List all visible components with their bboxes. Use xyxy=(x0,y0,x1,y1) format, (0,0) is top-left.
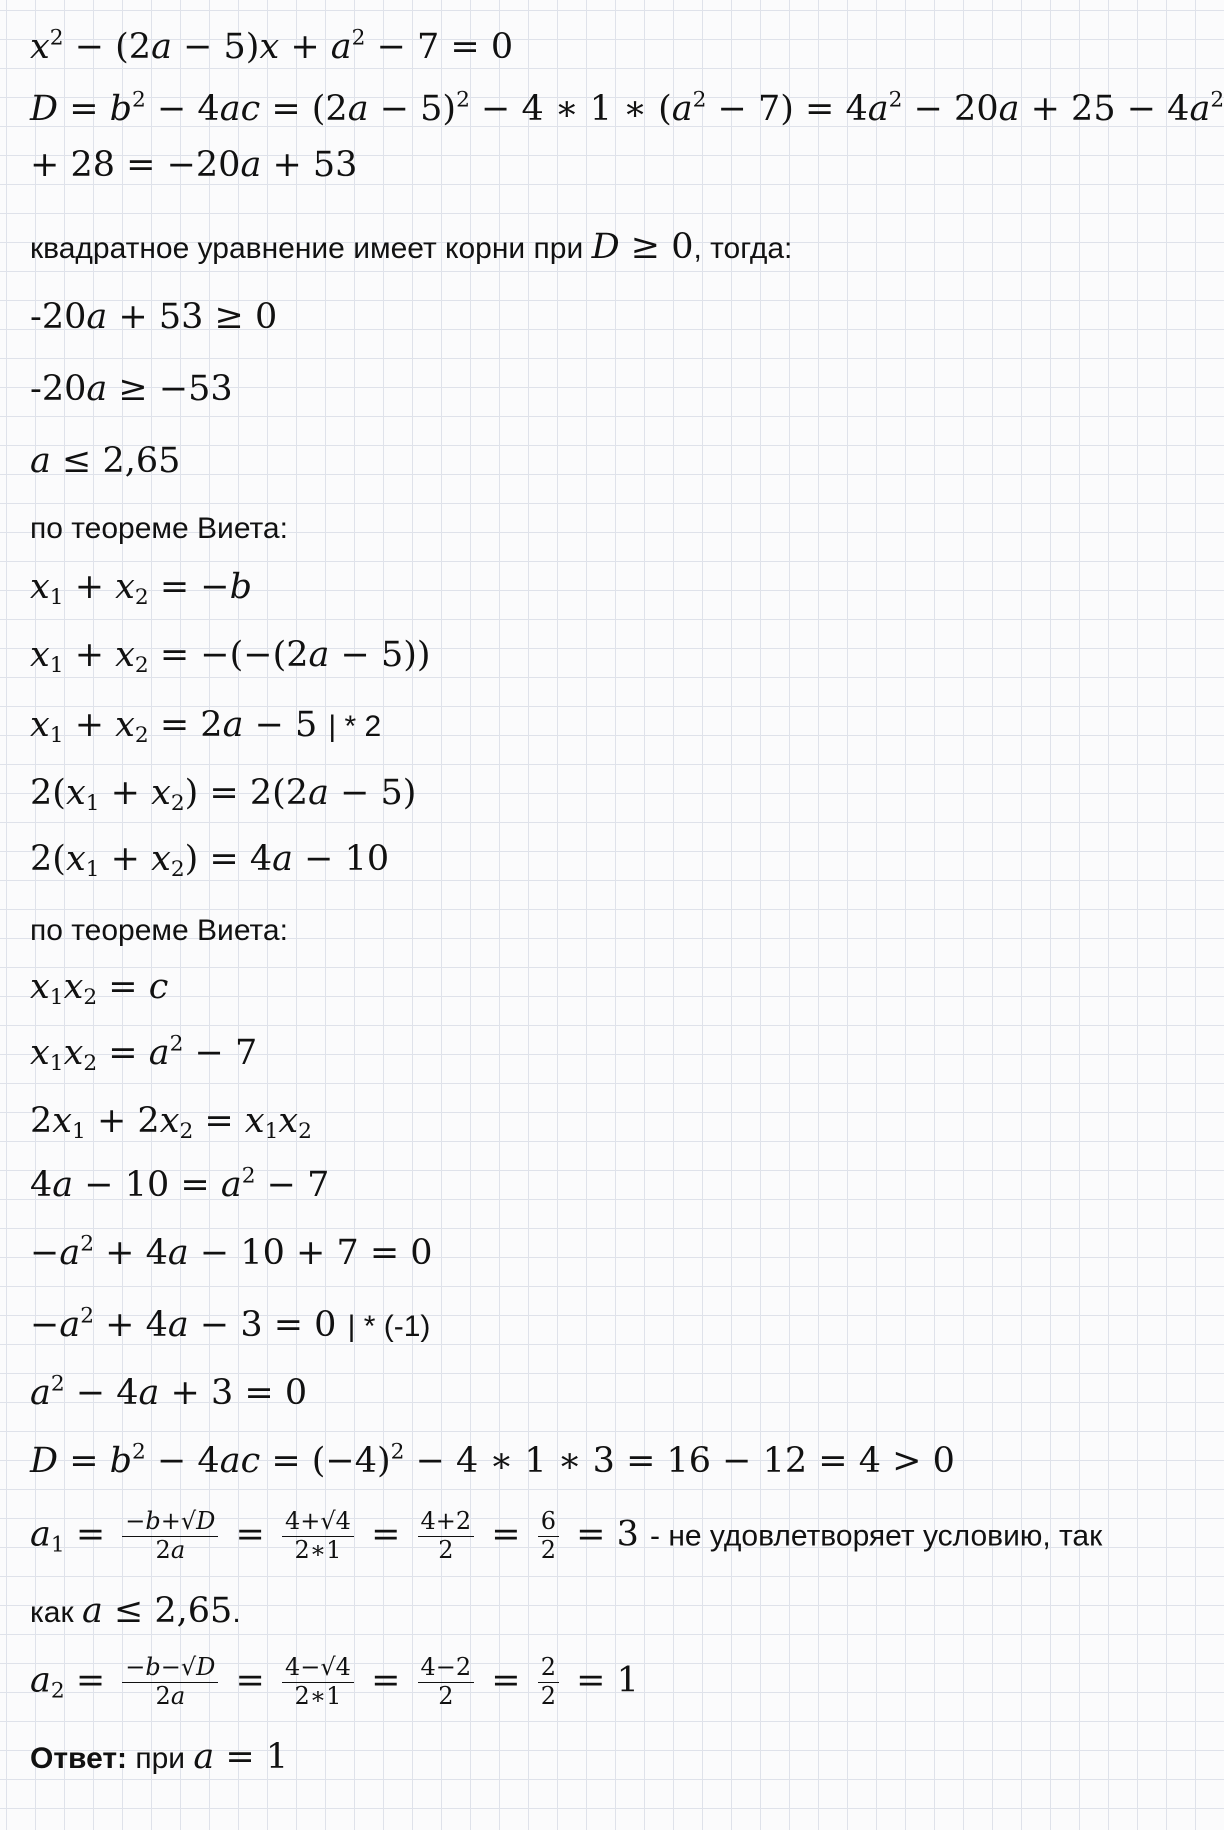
answer-line: Ответ: при a = 1 xyxy=(30,1737,289,1777)
fraction: $\frac{2}{2}$ xyxy=(538,1654,559,1710)
solution-line-18: $4a - 10 = a^2 - 7$ xyxy=(30,1163,330,1205)
solution-line-20: $-a^2 + 4a - 3 = 0$ | * (-1) xyxy=(30,1303,431,1345)
solution-line-22: $D = b^2 - 4ac = (-4)^2 - 4$ ∗ 1 ∗ 3 = 16 − 12 = 4 > 0 xyxy=(30,1439,955,1481)
fraction: $\frac{-b+√D}{2a}$ xyxy=(122,1508,218,1564)
fraction: $\frac{4+2}{2}$ xyxy=(418,1508,475,1564)
solution-line-15: $x_1x_2 = c$ xyxy=(30,967,169,1011)
solution-line-11: $x_1 + x_2 = 2a - 5$ | * 2 xyxy=(30,705,382,749)
fraction: $\frac{4+√4}{2∗1}$ xyxy=(282,1508,354,1564)
solution-line-5: -20a + 53 ≥ 0 xyxy=(30,297,278,337)
solution-line-2: $D = b^2 - 4ac = (2a - 5)^2 - 4$ ∗ 1 ∗ $(a^2 - 7) = 4a^2 - 20a + 25 - 4a^2$ xyxy=(30,87,1224,129)
solution-line-12: $2(x_1 + x_2) = 2(2a - 5)$ xyxy=(30,773,417,817)
solution-line-10: $x_1 + x_2 = -(-(2a - 5))$ xyxy=(30,635,431,679)
solution-line-4: квадратное уравнение имеет корни при D ≥ 0, тогда: xyxy=(30,227,793,267)
fraction: $\frac{-b-√D}{2a}$ xyxy=(122,1654,218,1710)
solution-line-16: $x_1x_2 = a^2 - 7$ xyxy=(30,1031,258,1077)
solution-line-21: $a^2 - 4a + 3 = 0$ xyxy=(30,1371,308,1413)
solution-line-3: + 28 = −20a + 53 xyxy=(30,145,358,185)
fraction: $\frac{4-√4}{2∗1}$ xyxy=(282,1654,354,1710)
solution-line-17: $2x_1 + 2x_2 = x_1x_2$ xyxy=(30,1101,312,1145)
solution-line-6: -20a ≥ −53 xyxy=(30,369,233,409)
solution-line-23: $a_1$ = $\frac{-b+√D}{2a}$ = $\frac{4+√4}{2∗1}$ = $\frac{4+2}{2}$ = $\frac{6}{2}$ = 3 - не удовлетворяет условию, так xyxy=(30,1507,1103,1564)
solution-line-9: $x_1 + x_2 = -b$ xyxy=(30,567,253,611)
fraction: $\frac{6}{2}$ xyxy=(538,1508,559,1564)
solution-line-1: $x^2 - (2a - 5)x + a^2 - 7 = 0$ xyxy=(30,25,514,67)
solution-line-24: как a ≤ 2,65. xyxy=(30,1591,241,1631)
fraction: $\frac{4-2}{2}$ xyxy=(418,1654,475,1710)
solution-line-13: $2(x_1 + x_2) = 4a - 10$ xyxy=(30,839,390,883)
solution-line-25: $a_2$ = $\frac{-b-√D}{2a}$ = $\frac{4-√4}{2∗1}$ = $\frac{4-2}{2}$ = $\frac{2}{2}$ = 1 xyxy=(30,1653,639,1710)
solution-line-14: по теореме Виета: xyxy=(30,914,288,947)
solution-line-7: a ≤ 2,65 xyxy=(30,441,181,481)
solution-line-19: $-a^2 + 4a - 10 + 7 = 0$ xyxy=(30,1231,433,1273)
solution-line-8: по теореме Виета: xyxy=(30,512,288,545)
